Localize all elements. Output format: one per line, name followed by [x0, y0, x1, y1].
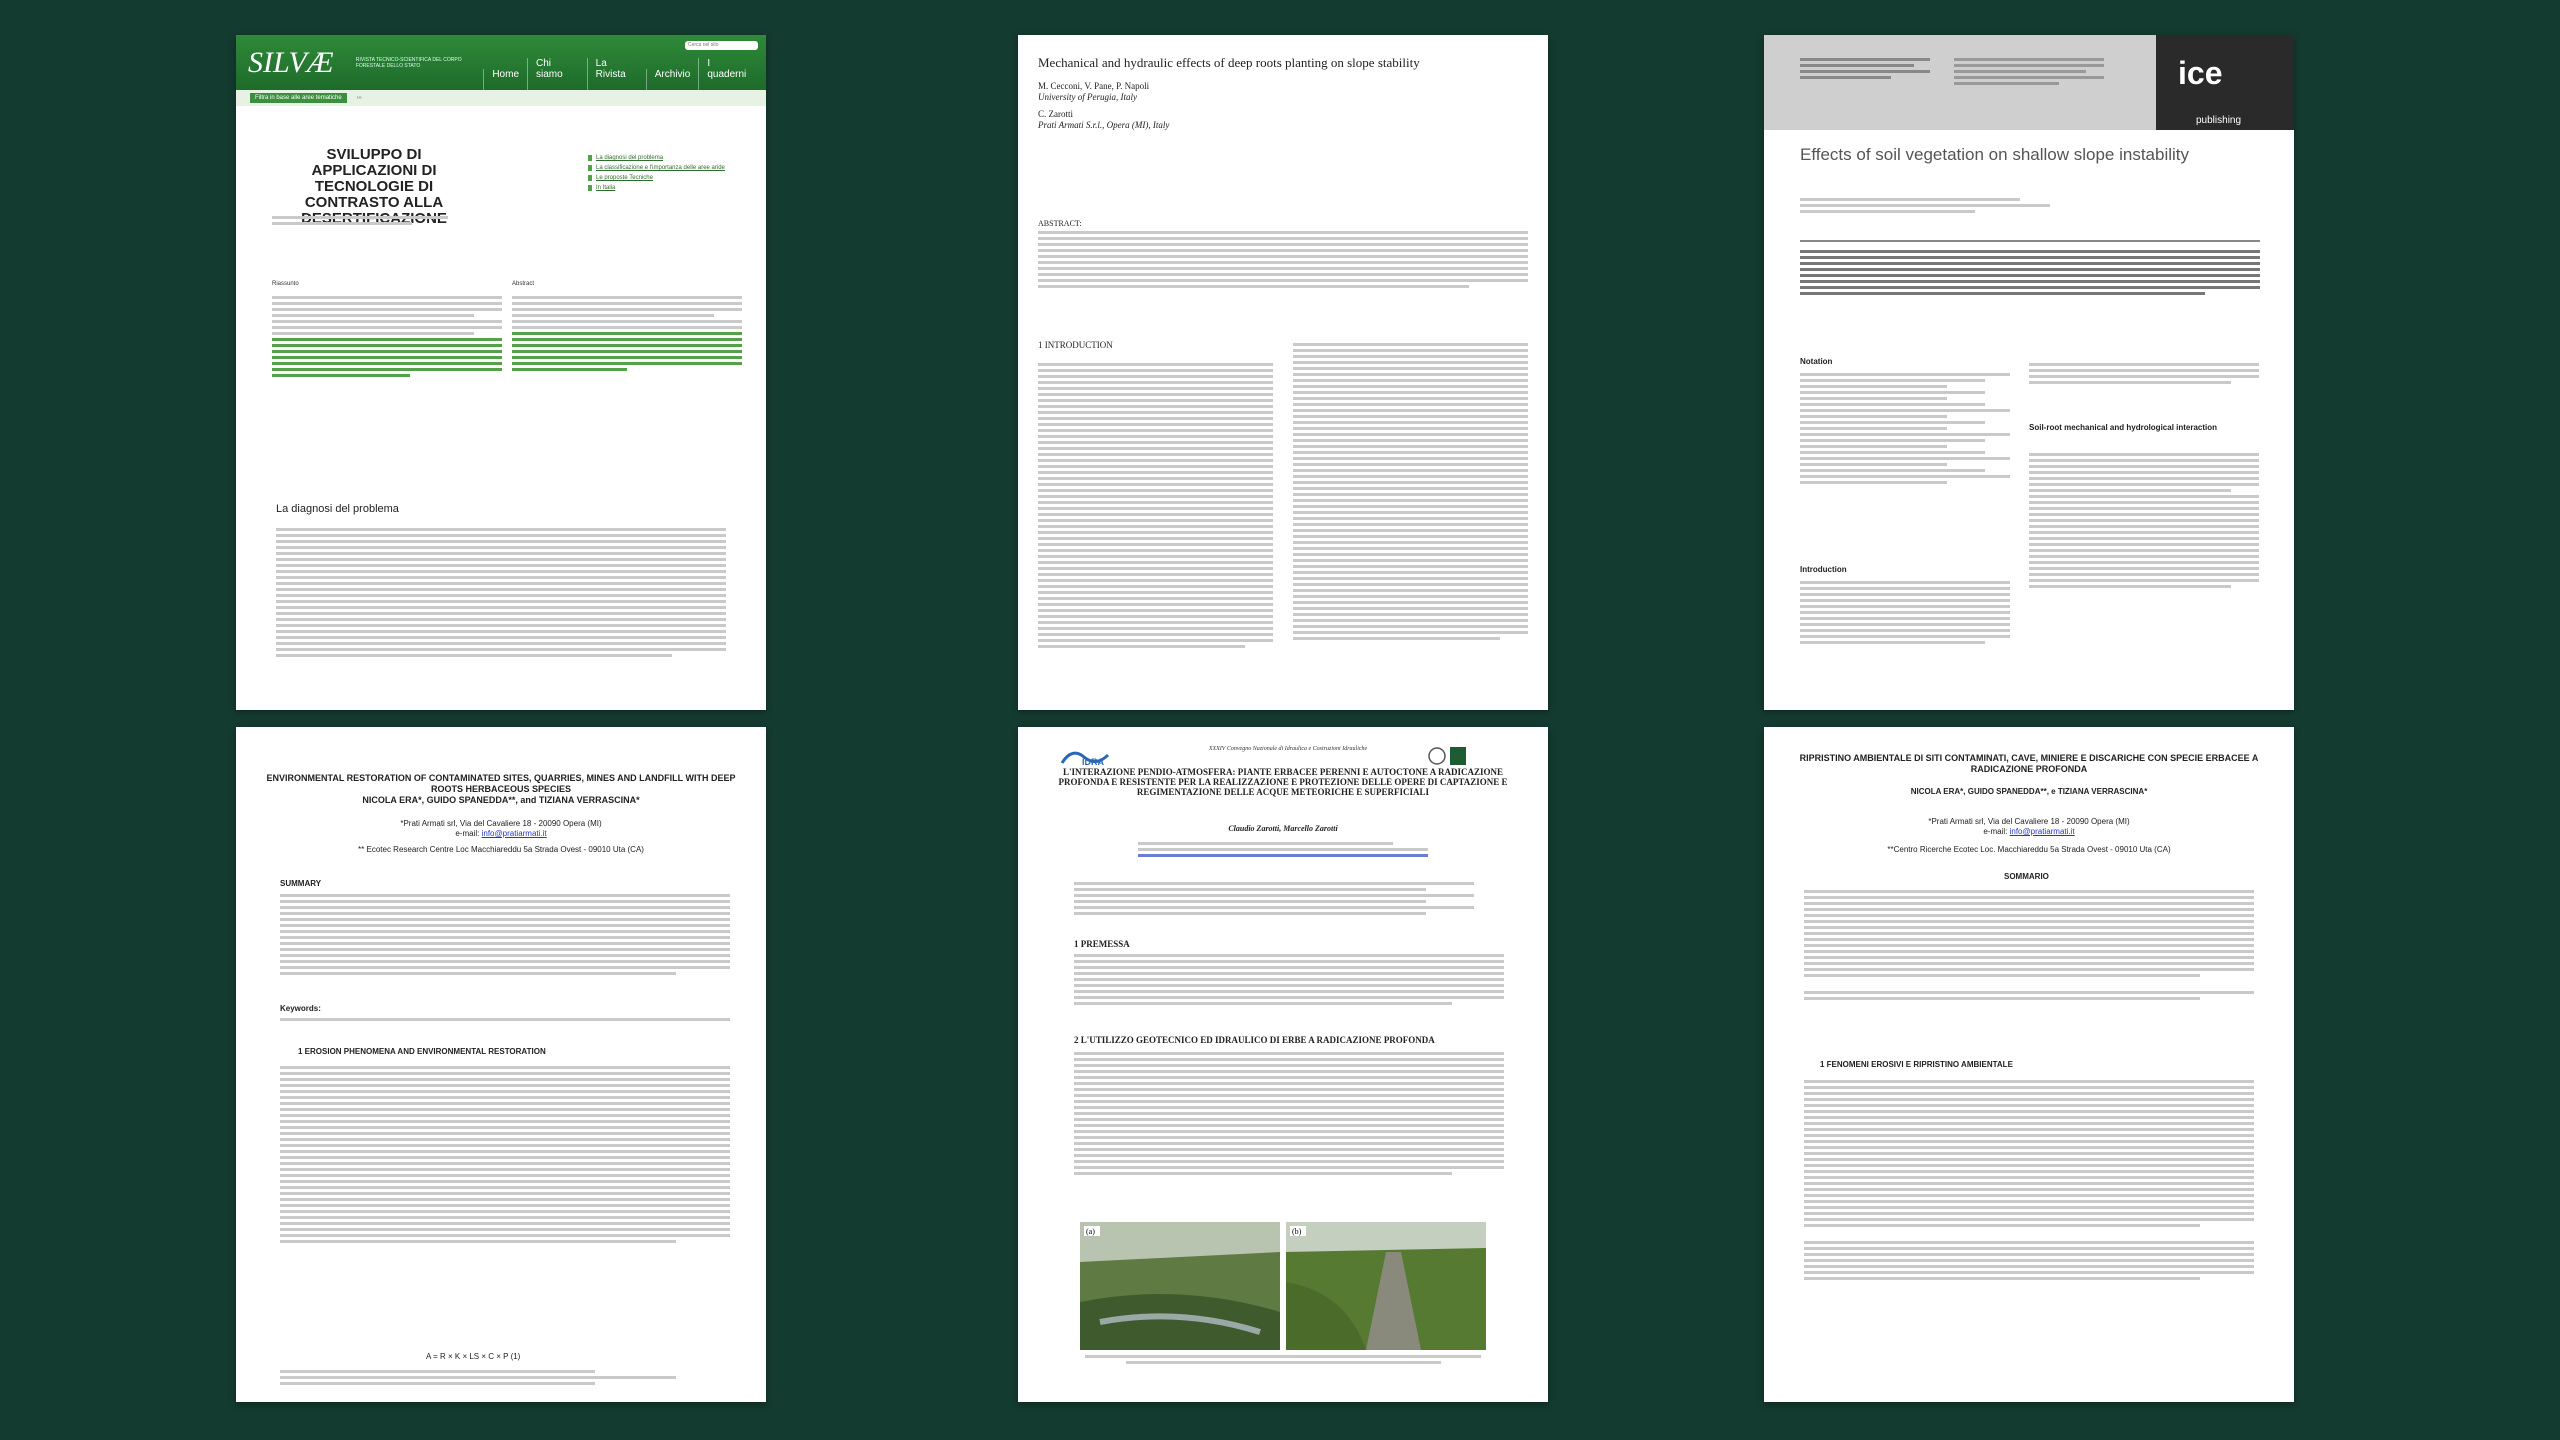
journal-dates — [1954, 55, 2104, 88]
body-column-right — [2029, 360, 2259, 387]
section-heading: 2 L'UTILIZZO GEOTECNICO ED IDRAULICO DI ERBE A RADICAZIONE PROFONDA — [1074, 1035, 1435, 1045]
photo-slope-after[interactable] — [1286, 1222, 1486, 1350]
abstract-heading: Abstract — [512, 281, 535, 287]
body-text — [1804, 1077, 2254, 1283]
body-column-right — [1293, 340, 1528, 643]
body-column-right — [2029, 450, 2259, 591]
title-text: ENVIRONMENTAL RESTORATION OF CONTAMINATED SITES, QUARRIES, MINES AND LANDFILL WITH DEEP ROOTS HERBACEOUS SPECIES — [266, 773, 736, 794]
bullet-list — [1074, 879, 1474, 918]
photo-label: (a) — [1086, 1227, 1095, 1236]
search-input[interactable]: Cerca nel sito — [685, 41, 758, 50]
author-line: M. Cecconi, V. Pane, P. Napoli — [1038, 81, 1150, 91]
paper-title: Mechanical and hydraulic effects of deep roots planting on slope stability — [1038, 55, 1420, 70]
section-heading: SUMMARY — [280, 879, 322, 888]
keywords-text — [280, 1015, 730, 1024]
nav-archivio[interactable]: Archivio — [646, 69, 699, 90]
svg-text:IDRA: IDRA — [1082, 757, 1104, 767]
journal-info — [1800, 55, 1930, 82]
email-link[interactable]: info@pratiarmati.it — [2009, 827, 2075, 836]
section-heading: Soil-root mechanical and hydrological interaction — [2029, 423, 2218, 432]
paper-title: RIPRISTINO AMBIENTALE DI SITI CONTAMINATI, CAVE, MINIERE E DISCARICHE CON SPECIE ERBACEE A RADICAZIONE PROFONDA — [1799, 753, 2259, 774]
abstract-text — [1800, 247, 2260, 298]
article-authors — [272, 213, 472, 228]
paper-title: L'INTERAZIONE PENDIO-ATMOSFERA: PIANTE ERBACEE PERENNI E AUTOCTONE A RADICAZIONE PROFONDA E RESISTENTE PER LA REALIZZAZIONE E PROTEZIONE DELLE OPERE DI CAPTAZIONE E REGIMENTAZIONE DELLE ACQUE METEORICHE E SUPERFICIALI — [1058, 767, 1508, 797]
nav-la-rivista[interactable]: La Rivista — [587, 58, 646, 90]
document-page-ice[interactable] — [1764, 35, 2294, 710]
ice-logo-text: ice — [2178, 55, 2223, 91]
section-heading: 1 EROSION PHENOMENA AND ENVIRONMENTAL RESTORATION — [298, 1047, 546, 1056]
document-page-interazione-pendio[interactable] — [1018, 727, 1548, 1402]
section-heading: Notation — [1800, 357, 1833, 366]
summary-text — [280, 891, 730, 978]
body-column-left — [1038, 360, 1273, 651]
table-of-contents — [588, 155, 738, 195]
body-text — [280, 1063, 730, 1246]
keywords-label: Keywords: — [280, 1004, 321, 1013]
site-header — [236, 35, 766, 90]
document-page-silvae[interactable] — [236, 35, 766, 710]
paper-authors: NICOLA ERA*, GUIDO SPANEDDA**, e TIZIANA VERRASCINA* — [1910, 787, 2148, 796]
address-block — [266, 819, 736, 855]
idra-logo-icon — [1060, 745, 1110, 769]
document-page-environmental-restoration[interactable] — [236, 727, 766, 1402]
section-heading: SOMMARIO — [2004, 872, 2049, 881]
paper-title — [266, 773, 736, 806]
paper-authors — [1038, 81, 1169, 131]
authors-line: NICOLA ERA*, GUIDO SPANEDDA**, and TIZIANA VERRASCINA* — [362, 795, 640, 805]
equation-legend — [280, 1367, 730, 1388]
body-text — [276, 525, 726, 660]
address-block — [1794, 817, 2264, 855]
intro-text — [1800, 578, 2010, 647]
riassunto-text — [272, 293, 502, 380]
summary-text — [1804, 887, 2254, 1003]
abstract-text — [512, 293, 742, 374]
address-line: ** Ecotec Research Centre Loc Macchiareddu 5a Strada Ovest - 09010 Uta (CA) — [358, 845, 644, 854]
photo-label: (b) — [1292, 1227, 1302, 1236]
document-page-ripristino-ambientale[interactable] — [1764, 727, 2294, 1402]
filter-button[interactable]: Filtra in base alle aree tematiche — [250, 93, 347, 103]
section-heading: Introduction — [1800, 565, 1847, 574]
riassunto-heading: Riassunto — [272, 281, 299, 287]
address-line: *Prati Armati srl, Via del Cavaliere 18 - 20090 Opera (MI) — [400, 819, 602, 828]
author-line: C. Zarotti — [1038, 109, 1073, 119]
body-text — [1074, 1049, 1504, 1178]
publisher-logo[interactable] — [2156, 35, 2294, 130]
address-line: *Prati Armati srl, Via del Cavaliere 18 - 20090 Opera (MI) — [1928, 817, 2130, 826]
section-heading: 1 INTRODUCTION — [1038, 340, 1113, 350]
nav-chi-siamo[interactable]: Chi siamo — [527, 58, 587, 90]
toc-link[interactable]: La classificazione e l'importanza delle aree aride — [588, 165, 738, 171]
photo-slope-before[interactable] — [1080, 1222, 1280, 1350]
abstract-text — [1038, 219, 1528, 291]
filter-strip — [236, 90, 766, 106]
document-page-mechanical-hydraulic[interactable] — [1018, 35, 1548, 710]
abstract-label: ABSTRACT: — [1038, 219, 1082, 228]
address-line: **Centro Ricerche Ecotec Loc. Macchiareddu 5a Strada Ovest - 09010 Uta (CA) — [1887, 845, 2171, 854]
figure-caption — [1058, 1355, 1508, 1367]
toc-link[interactable]: Le proposte Tecniche — [588, 175, 738, 181]
section-heading: 1 PREMESSA — [1074, 939, 1130, 949]
article-title: SVILUPPO DI APPLICAZIONI DI TECNOLOGIE DI CONTRASTO ALLA — [304, 146, 444, 211]
divider — [1800, 240, 2260, 242]
affiliation: Prati Armati S.r.l., Opera (MI), Italy — [1038, 120, 1170, 130]
publisher-label: publishing — [2196, 115, 2242, 126]
toc-link[interactable]: La diagnosi del problema — [588, 155, 738, 161]
notation-list — [1800, 370, 2010, 487]
conference-header: XXXIV Convegno Nazionale di Idraulica e Costruzioni Idrauliche — [1208, 746, 1368, 752]
nav-i-quaderni[interactable]: I quaderni — [698, 58, 758, 90]
paper-title: Effects of soil vegetation on shallow slope instability — [1800, 145, 2190, 164]
breadcrumb[interactable]: ››› — [356, 95, 362, 101]
university-logo-icon — [1428, 745, 1468, 767]
section-heading: 1 FENOMENI EROSIVI E RIPRISTINO AMBIENTALE — [1820, 1060, 2013, 1069]
body-text — [1074, 951, 1504, 1008]
paper-authors — [1800, 195, 2050, 216]
journal-header — [1764, 35, 2294, 130]
email-link[interactable]: info@pratiarmati.it — [481, 829, 547, 838]
equation: A = R × K × LS × C × P (1) — [426, 1352, 521, 1361]
nav-home[interactable]: Home — [483, 69, 527, 90]
email-label: e-mail: — [1983, 827, 2008, 836]
affiliations — [1138, 839, 1428, 860]
paper-authors: Claudio Zarotti, Marcello Zarotti — [1228, 824, 1338, 833]
section-heading: La diagnosi del problema — [276, 503, 399, 515]
email-label: e-mail: — [455, 829, 480, 838]
site-subtitle: RIVISTA TECNICO-SCIENTIFICA DEL CORPO FORESTALE DELLO STATO — [355, 56, 462, 69]
affiliation: University of Perugia, Italy — [1038, 92, 1137, 102]
site-logo[interactable]: SILVÆ — [248, 45, 334, 79]
toc-link[interactable]: In Italia — [588, 185, 738, 191]
